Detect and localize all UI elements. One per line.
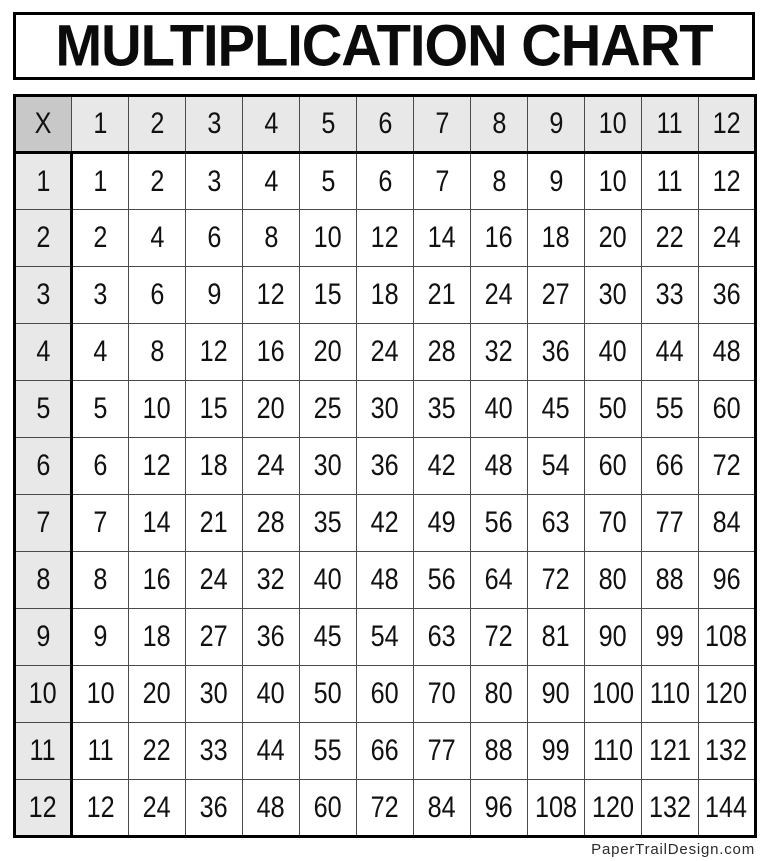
product-cell: 72 bbox=[357, 780, 414, 837]
product-cell: 36 bbox=[243, 609, 300, 666]
column-header-cell: 3 bbox=[186, 96, 243, 153]
product-cell: 30 bbox=[300, 438, 357, 495]
product-cell: 21 bbox=[414, 267, 471, 324]
product-cell: 6 bbox=[129, 267, 186, 324]
product-cell: 8 bbox=[72, 552, 129, 609]
product-cell: 40 bbox=[585, 324, 642, 381]
product-cell: 40 bbox=[300, 552, 357, 609]
product-cell: 99 bbox=[642, 609, 699, 666]
product-cell: 48 bbox=[471, 438, 528, 495]
product-cell: 40 bbox=[471, 381, 528, 438]
table-row bbox=[15, 267, 756, 324]
product-cell: 48 bbox=[357, 552, 414, 609]
page-title: MULTIPLICATION CHART bbox=[55, 13, 713, 79]
product-cell: 9 bbox=[528, 153, 585, 210]
product-cell: 15 bbox=[186, 381, 243, 438]
product-cell: 56 bbox=[471, 495, 528, 552]
product-cell: 11 bbox=[72, 723, 129, 780]
product-cell: 3 bbox=[186, 153, 243, 210]
product-cell: 12 bbox=[129, 438, 186, 495]
product-cell: 72 bbox=[699, 438, 756, 495]
product-cell: 45 bbox=[300, 609, 357, 666]
product-cell: 70 bbox=[414, 666, 471, 723]
table-row bbox=[15, 552, 756, 609]
product-cell: 2 bbox=[129, 153, 186, 210]
product-cell: 8 bbox=[129, 324, 186, 381]
product-cell: 99 bbox=[528, 723, 585, 780]
product-cell: 77 bbox=[414, 723, 471, 780]
table-row bbox=[15, 381, 756, 438]
product-cell: 63 bbox=[528, 495, 585, 552]
product-cell: 20 bbox=[585, 210, 642, 267]
product-cell: 6 bbox=[357, 153, 414, 210]
product-cell: 77 bbox=[642, 495, 699, 552]
product-cell: 6 bbox=[186, 210, 243, 267]
product-cell: 70 bbox=[585, 495, 642, 552]
product-cell: 88 bbox=[471, 723, 528, 780]
product-cell: 25 bbox=[300, 381, 357, 438]
column-header-cell: 8 bbox=[471, 96, 528, 153]
product-cell: 32 bbox=[243, 552, 300, 609]
table-row bbox=[15, 780, 756, 837]
product-cell: 10 bbox=[72, 666, 129, 723]
product-cell: 100 bbox=[585, 666, 642, 723]
product-cell: 16 bbox=[129, 552, 186, 609]
product-cell: 50 bbox=[300, 666, 357, 723]
product-cell: 18 bbox=[186, 438, 243, 495]
product-cell: 12 bbox=[72, 780, 129, 837]
product-cell: 28 bbox=[243, 495, 300, 552]
product-cell: 35 bbox=[300, 495, 357, 552]
product-cell: 80 bbox=[471, 666, 528, 723]
product-cell: 60 bbox=[300, 780, 357, 837]
product-cell: 20 bbox=[129, 666, 186, 723]
product-cell: 5 bbox=[300, 153, 357, 210]
title-banner bbox=[13, 12, 755, 80]
product-cell: 88 bbox=[642, 552, 699, 609]
product-cell: 22 bbox=[642, 210, 699, 267]
product-cell: 44 bbox=[243, 723, 300, 780]
product-cell: 12 bbox=[699, 153, 756, 210]
table-row bbox=[15, 666, 756, 723]
product-cell: 24 bbox=[129, 780, 186, 837]
row-header-cell: 12 bbox=[15, 780, 72, 837]
column-header-cell: 4 bbox=[243, 96, 300, 153]
product-cell: 6 bbox=[72, 438, 129, 495]
product-cell: 8 bbox=[471, 153, 528, 210]
product-cell: 60 bbox=[585, 438, 642, 495]
table-row bbox=[15, 609, 756, 666]
product-cell: 84 bbox=[414, 780, 471, 837]
product-cell: 90 bbox=[585, 609, 642, 666]
row-header-cell: 2 bbox=[15, 210, 72, 267]
table-header-row bbox=[15, 96, 756, 153]
product-cell: 60 bbox=[699, 381, 756, 438]
product-cell: 63 bbox=[414, 609, 471, 666]
row-header-cell: 7 bbox=[15, 495, 72, 552]
product-cell: 11 bbox=[642, 153, 699, 210]
product-cell: 49 bbox=[414, 495, 471, 552]
product-cell: 40 bbox=[243, 666, 300, 723]
product-cell: 27 bbox=[528, 267, 585, 324]
product-cell: 96 bbox=[699, 552, 756, 609]
product-cell: 42 bbox=[414, 438, 471, 495]
row-header-cell: 11 bbox=[15, 723, 72, 780]
product-cell: 20 bbox=[243, 381, 300, 438]
product-cell: 10 bbox=[300, 210, 357, 267]
product-cell: 2 bbox=[72, 210, 129, 267]
product-cell: 16 bbox=[471, 210, 528, 267]
product-cell: 15 bbox=[300, 267, 357, 324]
row-header-cell: 8 bbox=[15, 552, 72, 609]
product-cell: 48 bbox=[243, 780, 300, 837]
table-row bbox=[15, 324, 756, 381]
product-cell: 24 bbox=[699, 210, 756, 267]
product-cell: 44 bbox=[642, 324, 699, 381]
product-cell: 28 bbox=[414, 324, 471, 381]
column-header-cell: 9 bbox=[528, 96, 585, 153]
product-cell: 60 bbox=[357, 666, 414, 723]
product-cell: 48 bbox=[699, 324, 756, 381]
table-row bbox=[15, 495, 756, 552]
product-cell: 10 bbox=[585, 153, 642, 210]
product-cell: 33 bbox=[642, 267, 699, 324]
product-cell: 4 bbox=[129, 210, 186, 267]
product-cell: 16 bbox=[243, 324, 300, 381]
column-header-cell: 2 bbox=[129, 96, 186, 153]
product-cell: 5 bbox=[72, 381, 129, 438]
product-cell: 42 bbox=[357, 495, 414, 552]
product-cell: 54 bbox=[357, 609, 414, 666]
product-cell: 30 bbox=[357, 381, 414, 438]
product-cell: 108 bbox=[528, 780, 585, 837]
row-header-cell: 4 bbox=[15, 324, 72, 381]
column-header-cell: 5 bbox=[300, 96, 357, 153]
table-row bbox=[15, 153, 756, 210]
row-header-cell: 9 bbox=[15, 609, 72, 666]
product-cell: 30 bbox=[186, 666, 243, 723]
product-cell: 36 bbox=[699, 267, 756, 324]
product-cell: 36 bbox=[528, 324, 585, 381]
product-cell: 108 bbox=[699, 609, 756, 666]
product-cell: 10 bbox=[129, 381, 186, 438]
product-cell: 36 bbox=[186, 780, 243, 837]
product-cell: 3 bbox=[72, 267, 129, 324]
product-cell: 14 bbox=[414, 210, 471, 267]
column-header-cell: 11 bbox=[642, 96, 699, 153]
product-cell: 121 bbox=[642, 723, 699, 780]
product-cell: 120 bbox=[585, 780, 642, 837]
product-cell: 14 bbox=[129, 495, 186, 552]
column-header-cell: 1 bbox=[72, 96, 129, 153]
column-header-cell: 6 bbox=[357, 96, 414, 153]
product-cell: 35 bbox=[414, 381, 471, 438]
product-cell: 9 bbox=[186, 267, 243, 324]
product-cell: 55 bbox=[642, 381, 699, 438]
table-row bbox=[15, 723, 756, 780]
product-cell: 54 bbox=[528, 438, 585, 495]
product-cell: 132 bbox=[699, 723, 756, 780]
row-header-cell: 10 bbox=[15, 666, 72, 723]
product-cell: 45 bbox=[528, 381, 585, 438]
product-cell: 110 bbox=[642, 666, 699, 723]
product-cell: 132 bbox=[642, 780, 699, 837]
product-cell: 90 bbox=[528, 666, 585, 723]
product-cell: 27 bbox=[186, 609, 243, 666]
product-cell: 81 bbox=[528, 609, 585, 666]
column-header-cell: 7 bbox=[414, 96, 471, 153]
product-cell: 32 bbox=[471, 324, 528, 381]
product-cell: 24 bbox=[243, 438, 300, 495]
product-cell: 4 bbox=[72, 324, 129, 381]
product-cell: 36 bbox=[357, 438, 414, 495]
product-cell: 8 bbox=[243, 210, 300, 267]
product-cell: 22 bbox=[129, 723, 186, 780]
product-cell: 84 bbox=[699, 495, 756, 552]
product-cell: 1 bbox=[72, 153, 129, 210]
table-row bbox=[15, 438, 756, 495]
product-cell: 66 bbox=[357, 723, 414, 780]
product-cell: 24 bbox=[186, 552, 243, 609]
column-header-cell: 10 bbox=[585, 96, 642, 153]
product-cell: 56 bbox=[414, 552, 471, 609]
product-cell: 72 bbox=[471, 609, 528, 666]
row-header-cell: 6 bbox=[15, 438, 72, 495]
product-cell: 64 bbox=[471, 552, 528, 609]
product-cell: 18 bbox=[528, 210, 585, 267]
product-cell: 66 bbox=[642, 438, 699, 495]
product-cell: 50 bbox=[585, 381, 642, 438]
product-cell: 72 bbox=[528, 552, 585, 609]
row-header-cell: 1 bbox=[15, 153, 72, 210]
product-cell: 80 bbox=[585, 552, 642, 609]
product-cell: 12 bbox=[186, 324, 243, 381]
row-header-cell: 5 bbox=[15, 381, 72, 438]
product-cell: 55 bbox=[300, 723, 357, 780]
product-cell: 7 bbox=[72, 495, 129, 552]
product-cell: 120 bbox=[699, 666, 756, 723]
product-cell: 4 bbox=[243, 153, 300, 210]
corner-cell: X bbox=[15, 96, 72, 153]
product-cell: 9 bbox=[72, 609, 129, 666]
row-header-cell: 3 bbox=[15, 267, 72, 324]
footer-credit: PaperTrailDesign.com bbox=[591, 841, 755, 858]
product-cell: 21 bbox=[186, 495, 243, 552]
product-cell: 7 bbox=[414, 153, 471, 210]
product-cell: 110 bbox=[585, 723, 642, 780]
product-cell: 24 bbox=[357, 324, 414, 381]
product-cell: 24 bbox=[471, 267, 528, 324]
product-cell: 18 bbox=[129, 609, 186, 666]
multiplication-table bbox=[13, 94, 757, 838]
product-cell: 96 bbox=[471, 780, 528, 837]
column-header-cell: 12 bbox=[699, 96, 756, 153]
product-cell: 12 bbox=[357, 210, 414, 267]
product-cell: 30 bbox=[585, 267, 642, 324]
table-row bbox=[15, 210, 756, 267]
product-cell: 144 bbox=[699, 780, 756, 837]
product-cell: 20 bbox=[300, 324, 357, 381]
product-cell: 18 bbox=[357, 267, 414, 324]
product-cell: 33 bbox=[186, 723, 243, 780]
product-cell: 12 bbox=[243, 267, 300, 324]
